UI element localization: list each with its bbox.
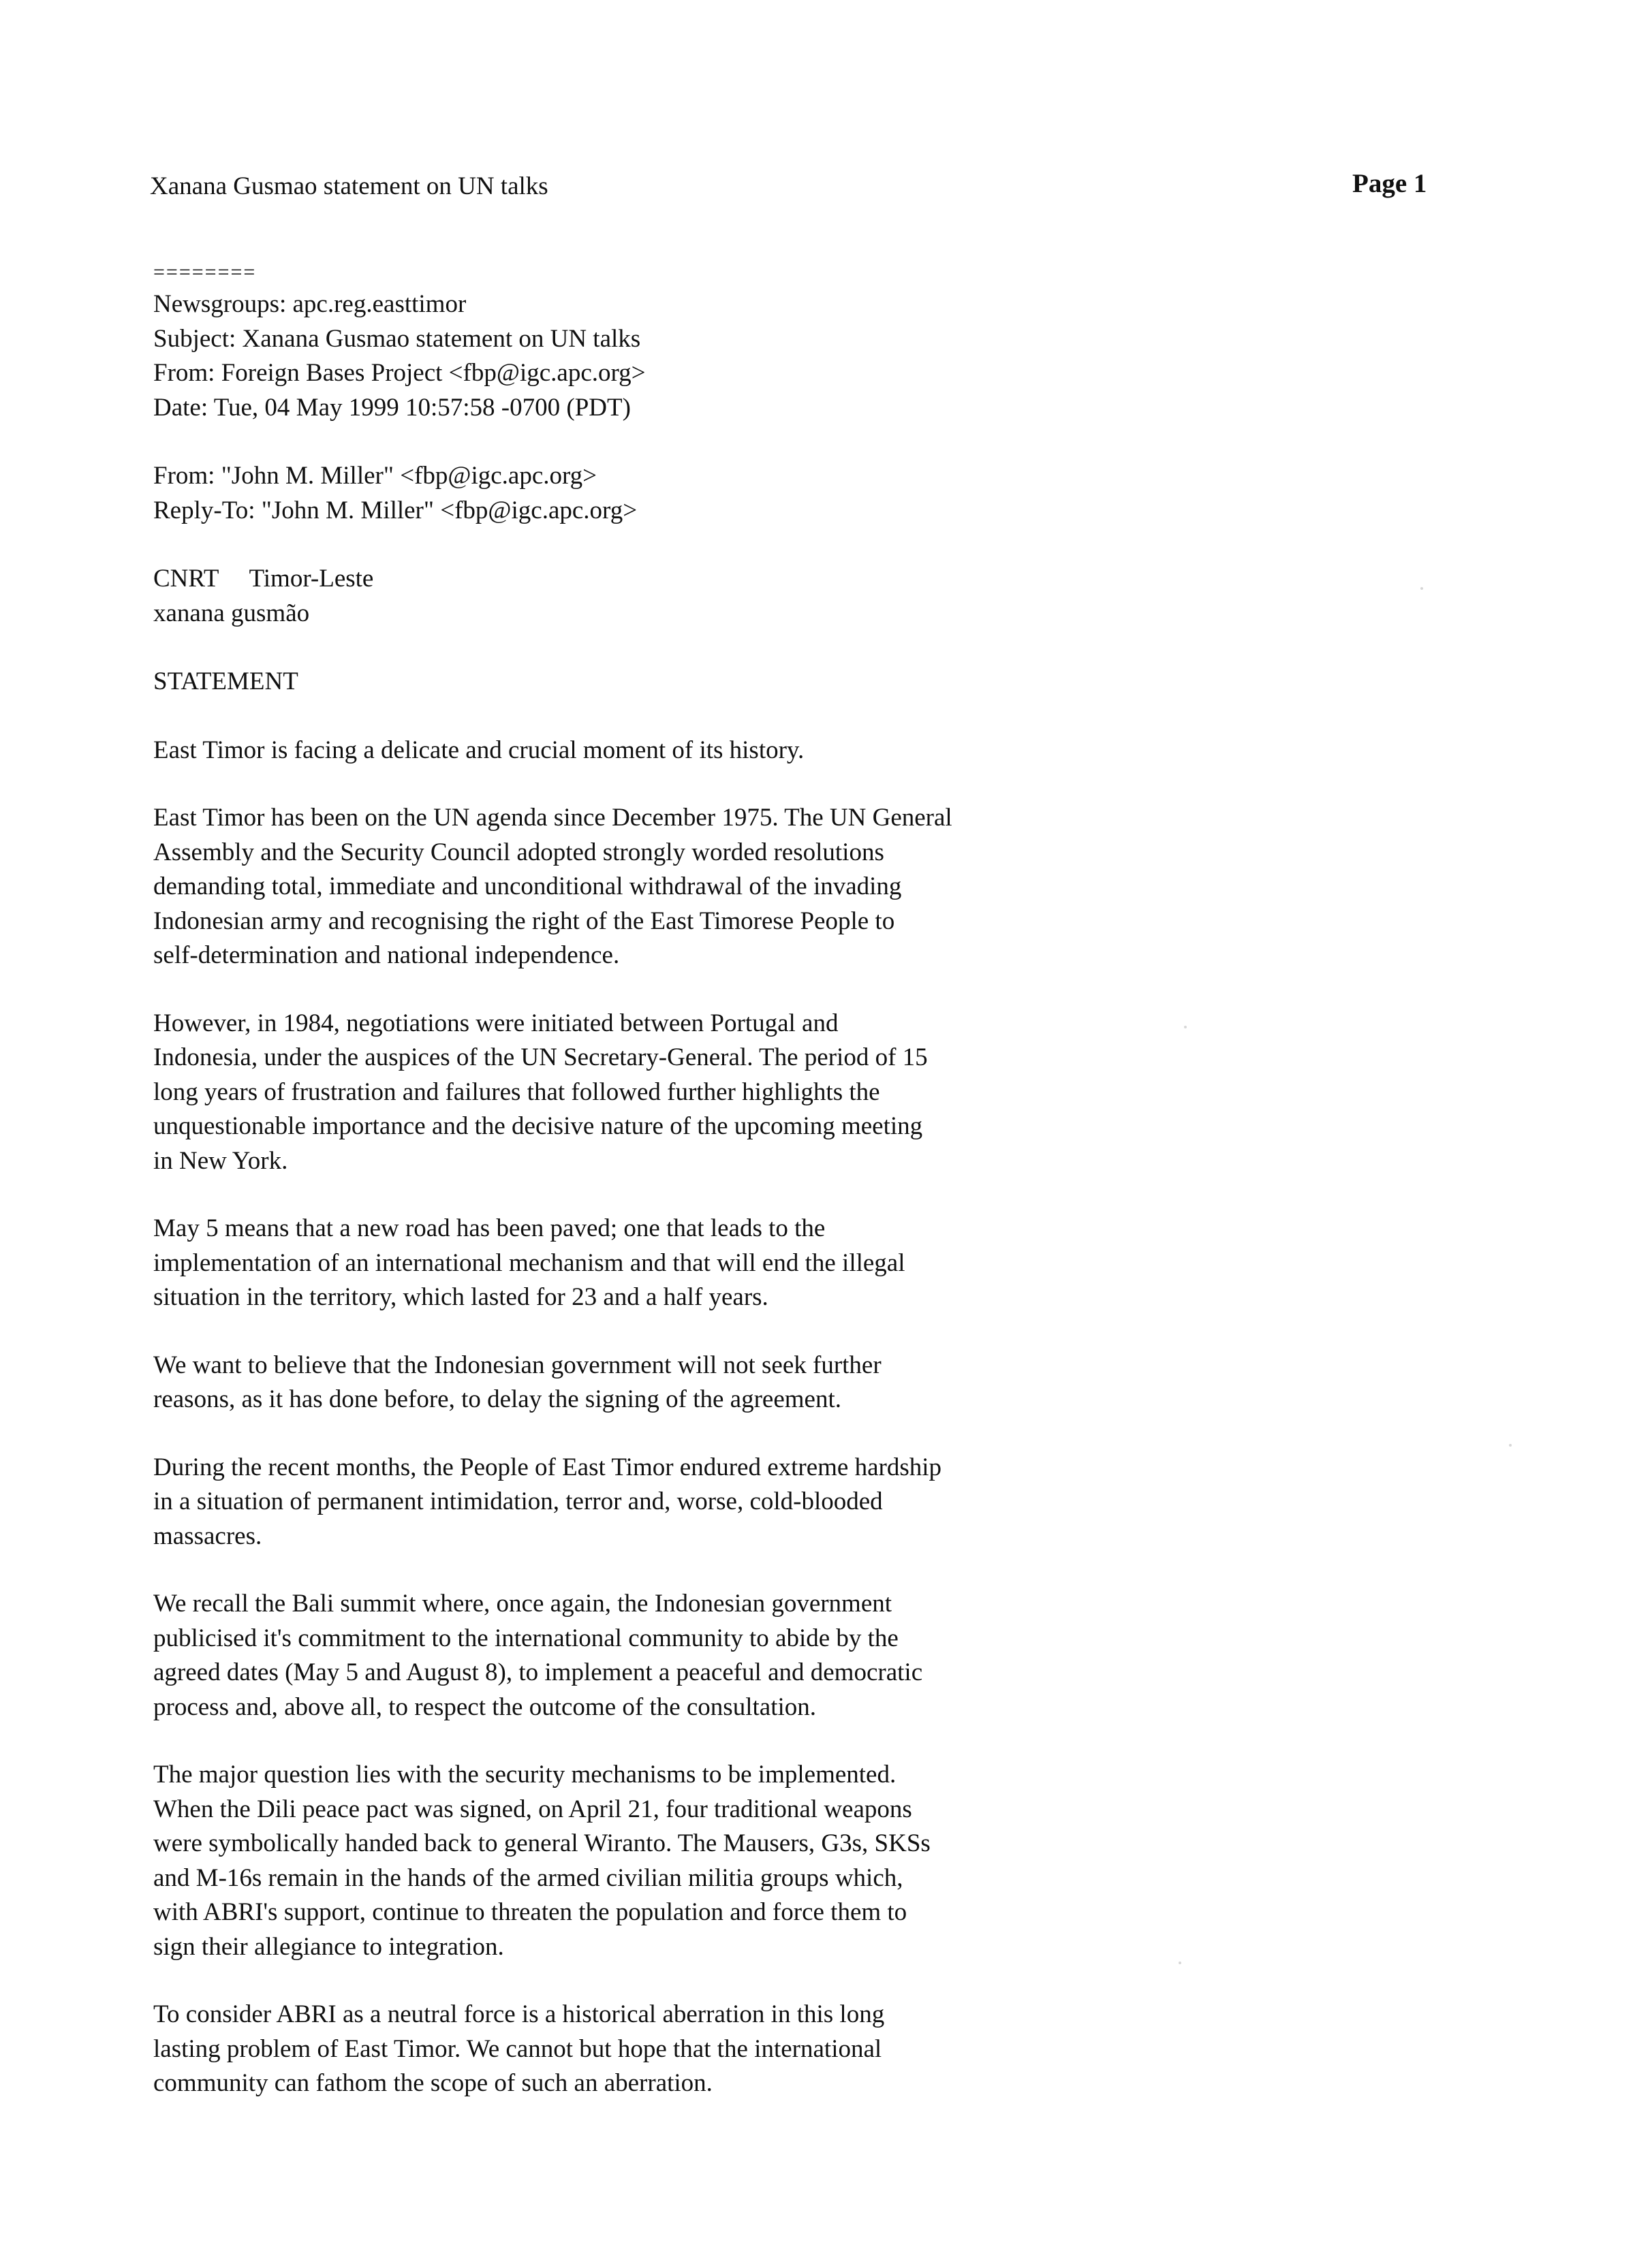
statement-paragraph bbox=[153, 1349, 1311, 1417]
paragraph-line: lasting problem of East Timor. We cannot but hope that the international bbox=[153, 2034, 882, 2063]
paragraph-line: unquestionable importance and the decisive nature of the upcoming meeting bbox=[153, 1112, 923, 1140]
page-number: Page 1 bbox=[1352, 169, 1427, 198]
paragraph-line: agreed dates (May 5 and August 8), to implement a peaceful and democratic bbox=[153, 1658, 923, 1686]
statement-heading: STATEMENT bbox=[153, 667, 298, 695]
newsgroup-headers bbox=[153, 259, 1311, 425]
paragraph-line: process and, above all, to respect the outcome of the consultation. bbox=[153, 1692, 817, 1721]
paragraph-line: The major question lies with the security mechanisms to be implemented. bbox=[153, 1761, 897, 1789]
author-block bbox=[153, 562, 1311, 631]
paragraph-line: in a situation of permanent intimidation, terror and, worse, cold-blooded bbox=[153, 1487, 883, 1515]
header-from: From: Foreign Bases Project <fbp@igc.apc.org> bbox=[153, 359, 646, 387]
statement-paragraph bbox=[153, 1212, 1311, 1315]
paragraph-line: Indonesia, under the auspices of the UN Secretary-General. The period of 15 bbox=[153, 1043, 928, 1071]
sender-headers bbox=[153, 459, 1311, 528]
header-from-sender: From: "John M. Miller" <fbp@igc.apc.org> bbox=[153, 462, 597, 490]
statement-paragraph bbox=[153, 1451, 1311, 1554]
statement-paragraph bbox=[153, 1758, 1311, 1964]
paragraph-line: reasons, as it has done before, to delay the signing of the agreement. bbox=[153, 1385, 841, 1413]
paragraph-line: with ABRI's support, continue to threaten the population and force them to bbox=[153, 1898, 907, 1926]
paragraph-line: We want to believe that the Indonesian government will not seek further bbox=[153, 1351, 882, 1379]
paragraph-line: Assembly and the Security Council adopted strongly worded resolutions bbox=[153, 838, 884, 866]
paragraph-line: in New York. bbox=[153, 1146, 288, 1175]
paragraph-line: May 5 means that a new road has been paved; one that leads to the bbox=[153, 1214, 826, 1242]
paragraph-line: self-determination and national independence. bbox=[153, 941, 620, 969]
author-org-line bbox=[153, 562, 1311, 597]
author-place: Timor-Leste bbox=[249, 565, 374, 593]
statement-paragraph bbox=[153, 1587, 1311, 1724]
header-subject: Subject: Xanana Gusmao statement on UN talks bbox=[153, 324, 641, 353]
header-date: Date: Tue, 04 May 1999 10:57:58 -0700 (PDT) bbox=[153, 393, 631, 422]
document-body bbox=[153, 259, 1311, 2135]
paragraph-line: community can fathom the scope of such an aberration. bbox=[153, 2069, 713, 2097]
statement-paragraph bbox=[153, 1998, 1311, 2101]
author-org: CNRT bbox=[153, 565, 219, 593]
author-name: xanana gusmão bbox=[153, 599, 310, 627]
scan-speck bbox=[1179, 1962, 1181, 1964]
separator-line: ======== bbox=[153, 261, 257, 283]
paragraph-line: implementation of an international mechanism and that will end the illegal bbox=[153, 1248, 905, 1277]
paragraph-line: During the recent months, the People of East Timor endured extreme hardship bbox=[153, 1453, 942, 1481]
paragraph-line: East Timor has been on the UN agenda since December 1975. The UN General bbox=[153, 804, 952, 832]
statement-paragraph bbox=[153, 734, 1311, 768]
paragraph-line: However, in 1984, negotiations were initiated between Portugal and bbox=[153, 1009, 839, 1037]
paragraph-line: publicised it's commitment to the international community to abide by the bbox=[153, 1624, 899, 1652]
header-newsgroups: Newsgroups: apc.reg.easttimor bbox=[153, 290, 467, 318]
paragraph-line: long years of frustration and failures that followed further highlights the bbox=[153, 1077, 880, 1106]
paragraph-line: were symbolically handed back to general Wiranto. The Mausers, G3s, SKSs bbox=[153, 1829, 931, 1857]
paragraph-line: East Timor is facing a delicate and crucial moment of its history. bbox=[153, 736, 805, 764]
paragraph-line: Indonesian army and recognising the right of the East Timorese People to bbox=[153, 907, 895, 935]
paragraph-line: When the Dili peace pact was signed, on April 21, four traditional weapons bbox=[153, 1795, 912, 1823]
statement-paragraph bbox=[153, 801, 1311, 973]
scan-speck bbox=[1509, 1444, 1512, 1447]
paragraph-line: situation in the territory, which lasted for 23 and a half years. bbox=[153, 1283, 768, 1311]
paragraph-line: demanding total, immediate and unconditional withdrawal of the invading bbox=[153, 872, 902, 900]
paragraph-line: We recall the Bali summit where, once again, the Indonesian government bbox=[153, 1590, 892, 1618]
statement-paragraph bbox=[153, 1007, 1311, 1179]
paragraph-line: sign their allegiance to integration. bbox=[153, 1932, 504, 1961]
paragraph-line: and M-16s remain in the hands of the armed civilian militia groups which, bbox=[153, 1863, 903, 1892]
scan-speck bbox=[1420, 587, 1423, 590]
header-reply-to: Reply-To: "John M. Miller" <fbp@igc.apc.org> bbox=[153, 496, 638, 524]
paragraph-line: massacres. bbox=[153, 1522, 262, 1550]
scan-speck bbox=[1184, 1026, 1187, 1028]
document-title: Xanana Gusmao statement on UN talks bbox=[150, 172, 548, 200]
paragraph-line: To consider ABRI as a neutral force is a historical aberration in this long bbox=[153, 2000, 885, 2028]
statement-paragraphs bbox=[153, 734, 1311, 2101]
